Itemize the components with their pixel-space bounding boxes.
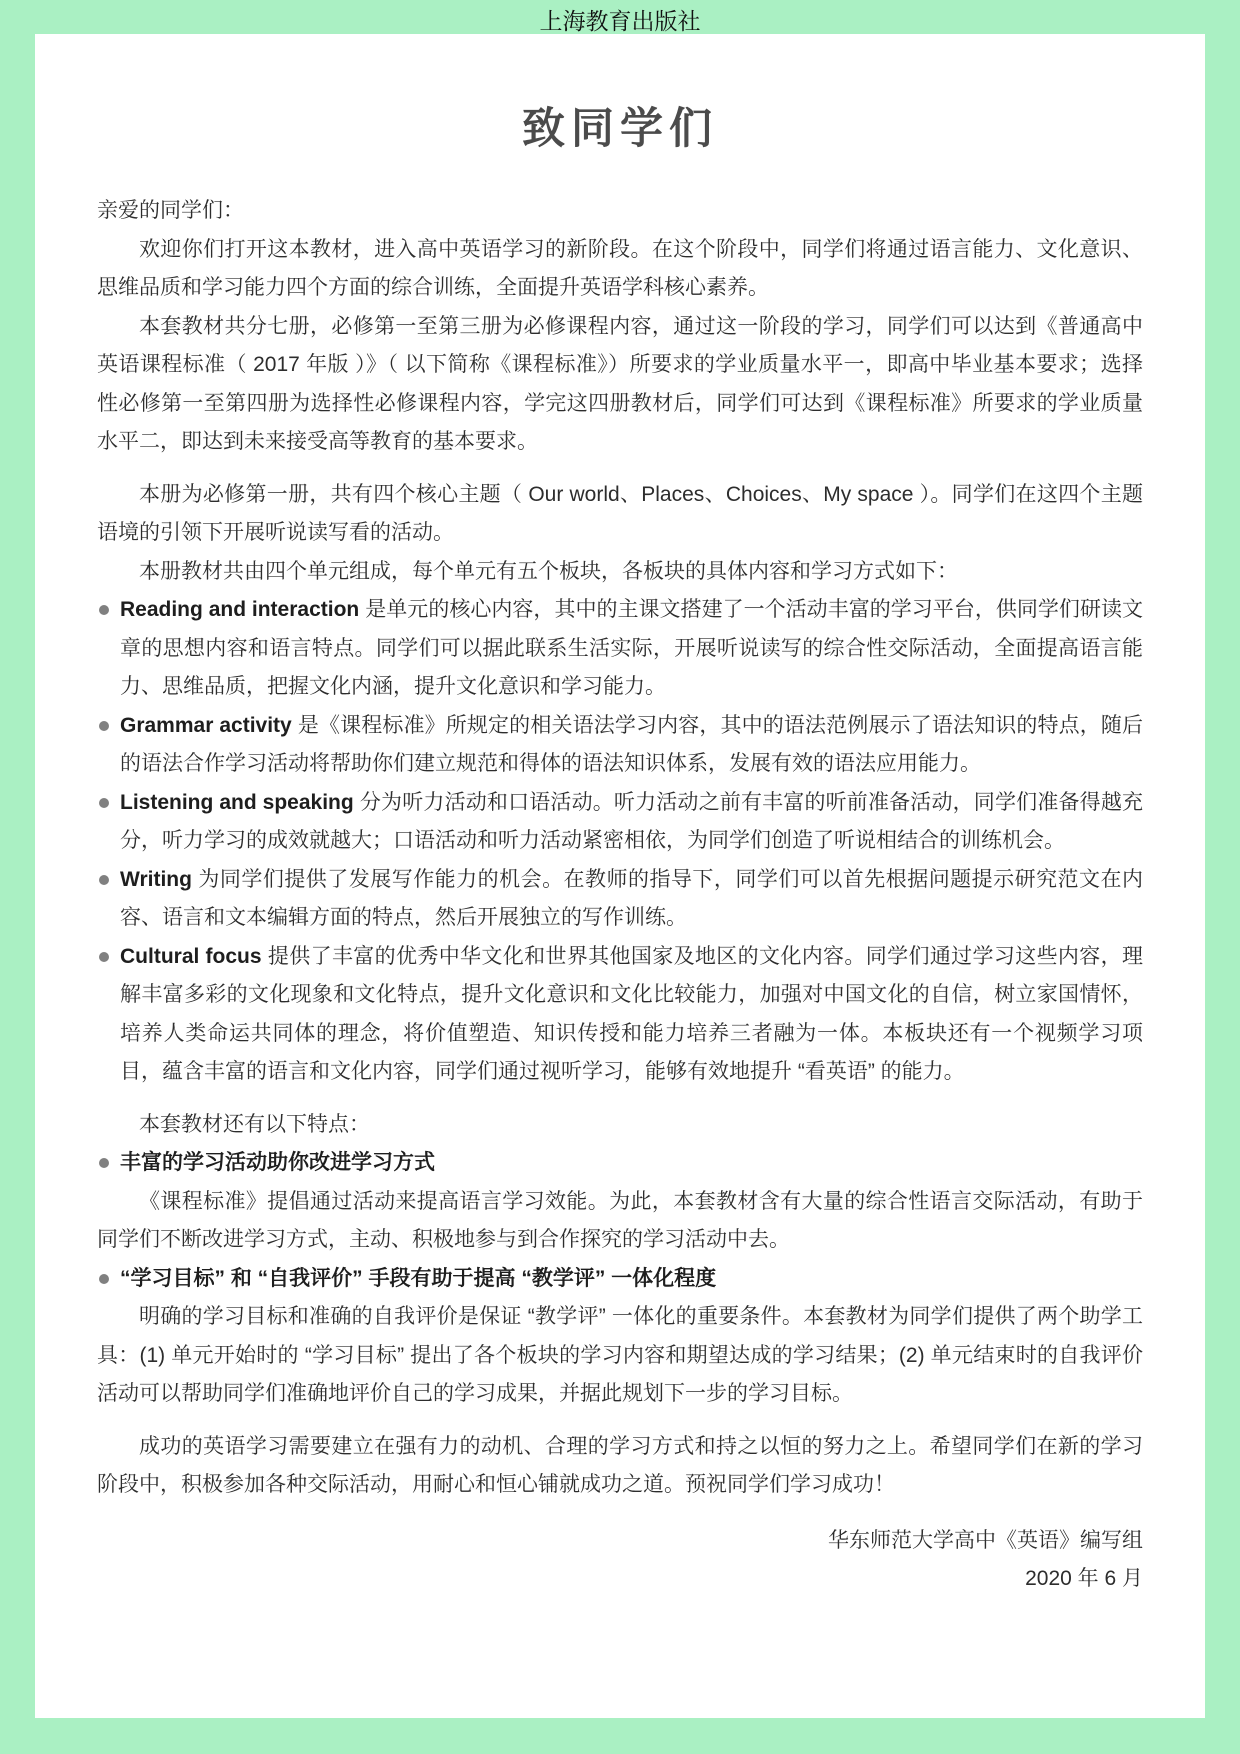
features-intro: 本套教材还有以下特点：: [139, 1112, 370, 1136]
module-description: 是《课程标准》所规定的相关语法学习内容，其中的语法范例展示了语法知识的特点，随后的语法合作学习活动将帮助你们建立规范和得体的语法知识体系，发展有效的语法应用能力。: [120, 713, 1144, 775]
module-description: 为同学们提供了发展写作能力的机会。在教师的指导下，同学们可以首先根据问题提示研究范文在内容、语言和文本编辑方面的特点，然后开展独立的写作训练。: [120, 867, 1143, 929]
publisher-name: 上海教育出版社: [539, 9, 701, 34]
module-description: 是单元的核心内容，其中的主课文搭建了一个活动丰富的学习平台，供同学们研读文章的思想内容和语言特点。同学们可以据此联系生活实际，开展听说读写的综合性交际活动，全面提高语言能力、思维品质，把握文化内涵，提升文化意识和学习能力。: [120, 598, 1143, 698]
feature-body: 《课程标准》提倡通过活动来提高语言学习效能。为此，本套教材含有大量的综合性语言交际活动，有助于同学们不断改进学习方式，主动、积极地参与到合作探究的学习活动中去。: [97, 1189, 1143, 1251]
module-description: 分为听力活动和口语活动。听力活动之前有丰富的听前准备活动，同学们准备得越充分，听力学习的成效就越大；口语活动和听力活动紧密相依，为同学们创造了听说相结合的训练机会。: [120, 790, 1144, 852]
feature-list: [97, 1144, 1143, 1414]
page-title: 致同学们: [522, 105, 718, 153]
closing-paragraph: 成功的英语学习需要建立在强有力的动机、合理的学习方式和持之以恒的努力之上。希望同学们在新的学习阶段中，积极参加各种交际活动，用耐心和恒心铺就成功之道。预祝同学们学习成功！: [97, 1434, 1143, 1496]
feature-item: [97, 1260, 1143, 1414]
paragraph-series: 本套教材共分七册，必修第一至第三册为必修课程内容，通过这一阶段的学习，同学们可以达到《普通高中英语课程标准（ 2017 年版 ）》（ 以下简称《课程标准》）所要求的学业质量水平一，即高中毕业基本要求；选择性必修第一至第四册为选择性必修课程内容，学完这四册教材后，同学们可达到《课程标准》所要求的学业质量水平二，即达到未来接受高等教育的基本要求。: [97, 314, 1143, 453]
bullet-icon: [99, 1158, 109, 1168]
document-page: [35, 34, 1205, 1718]
paragraph-welcome: 欢迎你们打开这本教材，进入高中英语学习的新阶段。在这个阶段中，同学们将通过语言能力、文化意识、思维品质和学习能力四个方面的综合训练，全面提升英语学科核心素养。: [97, 237, 1143, 299]
bullet-icon: [99, 875, 109, 885]
paragraph-book: 本册为必修第一册，共有四个核心主题（ Our world、Places、Choices、My space ）。同学们在这四个主题语境的引领下开展听说读写看的活动。: [97, 482, 1143, 544]
feature-title: 丰富的学习活动助你改进学习方式: [120, 1151, 435, 1174]
signature-date: 2020 年 6 月: [1025, 1567, 1143, 1590]
page-content: [35, 103, 1205, 1599]
bullet-icon: [99, 798, 109, 808]
list-item: [97, 1260, 1143, 1299]
feature-title: “学习目标” 和 “自我评价” 手段有助于提高 “教学评” 一体化程度: [120, 1266, 717, 1290]
list-item: [97, 707, 1143, 784]
module-name: Grammar activity: [120, 713, 292, 737]
signature-block: [97, 1522, 1143, 1599]
list-item: [97, 938, 1143, 1092]
module-description: 提供了丰富的优秀中华文化和世界其他国家及地区的文化内容。同学们通过学习这些内容，理解丰富多彩的文化现象和文化特点，提升文化意识和文化比较能力，加强对中国文化的自信，树立家国情怀，培养人类命运共同体的理念，将价值塑造、知识传授和能力培养三者融为一体。本板块还有一个视频学习项目，蕴含丰富的语言和文化内容，同学们通过视听学习，能够有效地提升 “看英语” 的能力。: [120, 944, 1143, 1083]
module-list: [97, 591, 1143, 1092]
salutation: 亲爱的同学们：: [97, 199, 244, 222]
module-name: Listening and speaking: [120, 790, 354, 814]
list-item: [97, 591, 1143, 707]
bullet-icon: [99, 605, 109, 615]
module-name: Reading and interaction: [120, 598, 360, 621]
bullet-icon: [99, 952, 109, 962]
paragraph-units: 本册教材共由四个单元组成，每个单元有五个板块，各板块的具体内容和学习方式如下：: [139, 559, 958, 583]
bullet-icon: [99, 1274, 109, 1284]
bullet-icon: [99, 721, 109, 731]
list-item: [97, 861, 1143, 938]
feature-body: 明确的学习目标和准确的自我评价是保证 “教学评” 一体化的重要条件。本套教材为同学们提供了两个助学工具：(1) 单元开始时的 “学习目标” 提出了各个板块的学习内容和期望达成的学习结果；(2) 单元结束时的自我评价活动可以帮助同学们准确地评价自己的学习成果，并据此规划下一步的学习目标。: [97, 1305, 1143, 1405]
list-item: [97, 1144, 1143, 1183]
signature-group: 华东师范大学高中《英语》编写组: [828, 1528, 1143, 1552]
feature-item: [97, 1144, 1143, 1260]
list-item: [97, 784, 1143, 861]
module-name: Writing: [120, 867, 192, 891]
module-name: Cultural focus: [120, 944, 262, 968]
